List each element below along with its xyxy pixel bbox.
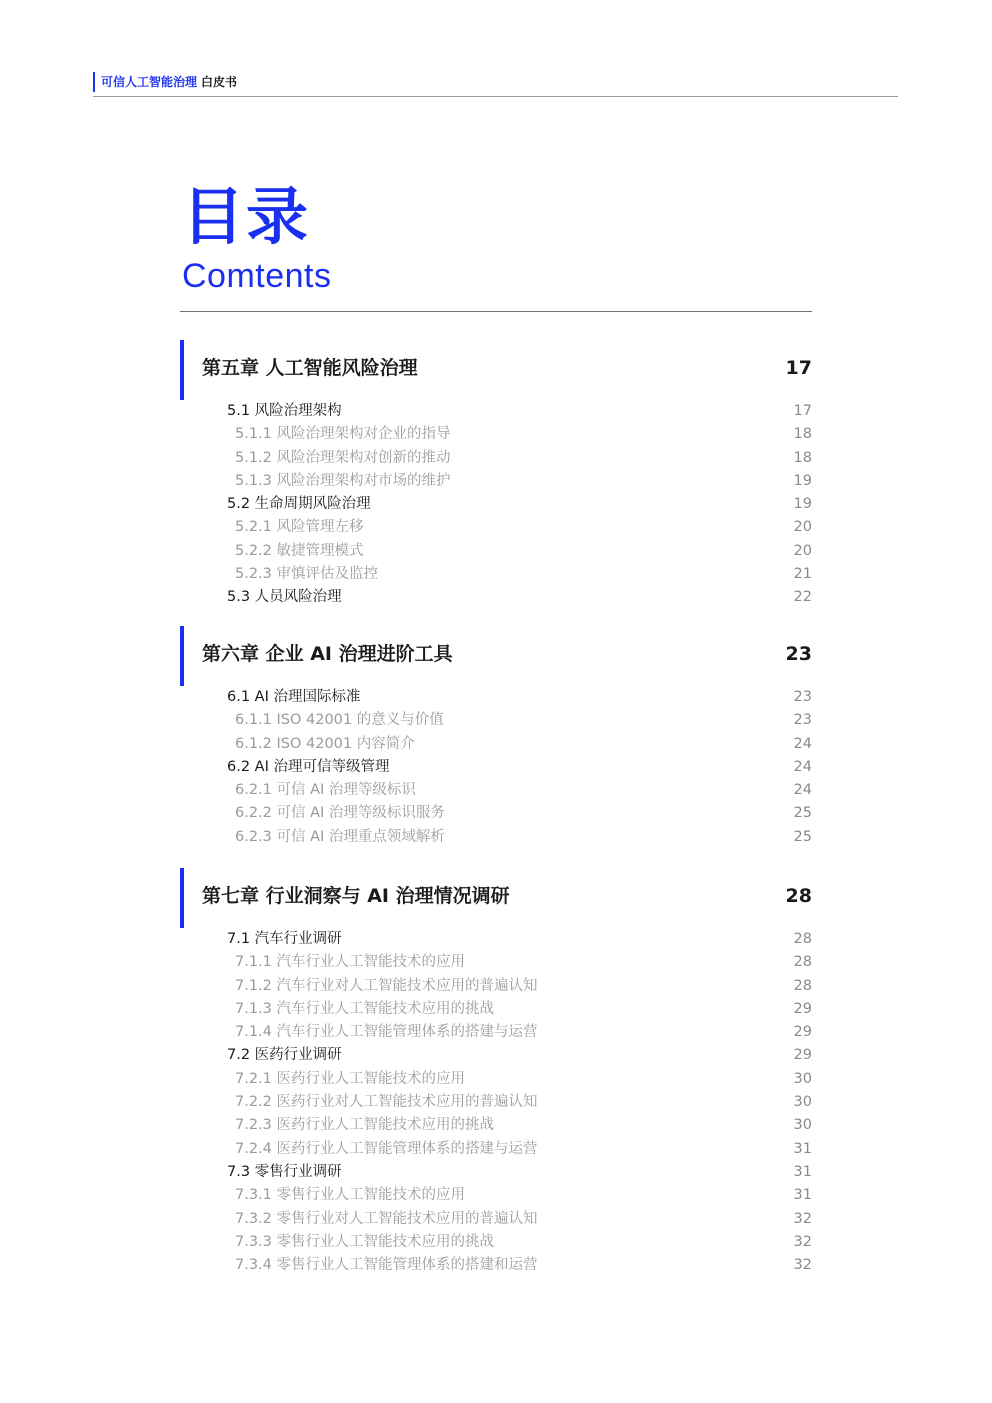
toc-subsection-entry[interactable] (180, 1021, 812, 1044)
toc-section-entry[interactable] (180, 400, 812, 423)
entry-page-number: 28 (793, 931, 812, 947)
toc-section-entry[interactable] (180, 686, 812, 709)
toc-subsection-entry[interactable] (180, 951, 812, 974)
chapter-section (180, 626, 812, 849)
entry-label: 5.3 人员风险治理 (227, 589, 342, 606)
toc-section-entry[interactable] (180, 756, 812, 779)
chapter-heading[interactable] (180, 340, 812, 400)
chapter-page-number: 23 (785, 643, 812, 665)
entry-label: 7.3 零售行业调研 (227, 1163, 342, 1180)
toc-subsection-entry[interactable] (180, 1138, 812, 1161)
toc-subsection-entry[interactable] (180, 423, 812, 446)
entry-page-number: 30 (793, 1070, 812, 1087)
entry-label: 7.2.4 医药行业人工智能管理体系的搭建与运营 (235, 1140, 538, 1157)
entry-page-number: 31 (793, 1140, 812, 1157)
entry-page-number: 29 (793, 1047, 812, 1064)
entry-page-number: 24 (793, 758, 812, 775)
entry-label: 7.1.4 汽车行业人工智能管理体系的搭建与运营 (235, 1024, 538, 1041)
header-brand: 可信人工智能治理 (101, 75, 198, 89)
entry-page-number: 19 (793, 496, 812, 513)
entry-label: 5.1.3 风险治理架构对市场的维护 (235, 472, 451, 489)
toc-subsection-entry[interactable] (180, 563, 812, 586)
entry-label: 6.2.1 可信 AI 治理等级标识 (235, 782, 416, 799)
toc-entry-list (180, 400, 812, 610)
toc-subsection-entry[interactable] (180, 975, 812, 998)
toc-subsection-entry[interactable] (180, 1254, 812, 1277)
entry-page-number: 18 (793, 449, 812, 466)
entry-label: 6.2.2 可信 AI 治理等级标识服务 (235, 805, 445, 822)
entry-page-number: 20 (793, 519, 812, 536)
chapter-heading[interactable] (180, 626, 812, 686)
entry-label: 6.2.3 可信 AI 治理重点领域解析 (235, 828, 445, 845)
entry-page-number: 29 (793, 1000, 812, 1017)
entry-label: 5.1 风险治理架构 (227, 403, 342, 419)
entry-page-number: 31 (793, 1163, 812, 1180)
toc-subsection-entry[interactable] (180, 447, 812, 470)
entry-page-number: 28 (793, 954, 812, 971)
entry-label: 7.2.3 医药行业人工智能技术应用的挑战 (235, 1117, 495, 1134)
toc-subsection-entry[interactable] (180, 470, 812, 493)
entry-page-number: 25 (793, 805, 812, 822)
chapter-section (180, 868, 812, 1277)
entry-label: 7.2.1 医药行业人工智能技术的应用 (235, 1070, 466, 1087)
entry-page-number: 32 (793, 1233, 812, 1250)
toc-subsection-entry[interactable] (180, 516, 812, 539)
entry-label: 5.1.1 风险治理架构对企业的指导 (235, 426, 451, 443)
chapter-page-number: 28 (785, 885, 812, 907)
toc-subsection-entry[interactable] (180, 540, 812, 563)
entry-label: 6.2 AI 治理可信等级管理 (227, 758, 390, 775)
toc-title-en: Comtents (182, 257, 332, 295)
entry-page-number: 30 (793, 1117, 812, 1134)
chapter-accent-bar (180, 626, 184, 686)
toc-subsection-entry[interactable] (180, 826, 812, 849)
toc-section-entry[interactable] (180, 493, 812, 516)
entry-label: 6.1.1 ISO 42001 的意义与价值 (235, 712, 444, 729)
toc-subsection-entry[interactable] (180, 802, 812, 825)
entry-label: 7.2 医药行业调研 (227, 1047, 342, 1064)
toc-section-entry[interactable] (180, 1044, 812, 1067)
entry-page-number: 32 (793, 1257, 812, 1274)
toc-section-entry[interactable] (180, 1161, 812, 1184)
header-accent-bar (93, 72, 95, 92)
entry-label: 5.2.2 敏捷管理模式 (235, 542, 364, 559)
entry-label: 7.1.1 汽车行业人工智能技术的应用 (235, 954, 466, 971)
entry-page-number: 28 (793, 977, 812, 994)
chapter-accent-bar (180, 868, 184, 928)
header-title (101, 74, 237, 90)
title-divider (180, 311, 812, 312)
entry-label: 5.1.2 风险治理架构对创新的推动 (235, 449, 451, 466)
entry-page-number: 29 (793, 1024, 812, 1041)
entry-page-number: 31 (793, 1187, 812, 1204)
toc-title-zh: 目录 (182, 180, 311, 253)
header-subtitle: 白皮书 (201, 75, 238, 89)
toc-subsection-entry[interactable] (180, 998, 812, 1021)
entry-label: 7.1.3 汽车行业人工智能技术应用的挑战 (235, 1000, 495, 1017)
chapter-title: 第七章 行业洞察与 AI 治理情况调研 (202, 885, 510, 907)
toc-subsection-entry[interactable] (180, 1114, 812, 1137)
entry-page-number: 18 (793, 426, 812, 443)
entry-label: 7.3.1 零售行业人工智能技术的应用 (235, 1187, 466, 1204)
chapter-title: 第五章 人工智能风险治理 (202, 357, 418, 379)
entry-page-number: 19 (793, 472, 812, 489)
entry-label: 7.1.2 汽车行业对人工智能技术应用的普遍认知 (235, 977, 538, 994)
toc-subsection-entry[interactable] (180, 709, 812, 732)
entry-page-number: 24 (793, 735, 812, 752)
toc-section-entry[interactable] (180, 928, 812, 951)
entry-label: 6.1 AI 治理国际标准 (227, 689, 361, 705)
entry-page-number: 24 (793, 782, 812, 799)
entry-page-number: 22 (793, 589, 812, 606)
toc-subsection-entry[interactable] (180, 1091, 812, 1114)
toc-entry-list (180, 928, 812, 1277)
entry-label: 7.1 汽车行业调研 (227, 931, 342, 947)
toc-section-entry[interactable] (180, 586, 812, 609)
toc-subsection-entry[interactable] (180, 1184, 812, 1207)
entry-page-number: 21 (793, 566, 812, 583)
chapter-accent-bar (180, 340, 184, 400)
entry-label: 5.2.1 风险管理左移 (235, 519, 364, 536)
entry-label: 7.3.2 零售行业对人工智能技术应用的普遍认知 (235, 1210, 538, 1227)
running-header (93, 72, 898, 97)
entry-page-number: 23 (793, 712, 812, 729)
chapter-title: 第六章 企业 AI 治理进阶工具 (202, 643, 453, 665)
toc-subsection-entry[interactable] (180, 1208, 812, 1231)
entry-page-number: 17 (793, 403, 812, 419)
entry-page-number: 20 (793, 542, 812, 559)
entry-label: 5.2.3 审慎评估及监控 (235, 566, 379, 583)
entry-label: 5.2 生命周期风险治理 (227, 496, 371, 513)
chapter-page-number: 17 (785, 357, 812, 379)
entry-page-number: 25 (793, 828, 812, 845)
chapter-heading[interactable] (180, 868, 812, 928)
chapter-section (180, 340, 812, 610)
toc-subsection-entry[interactable] (180, 733, 812, 756)
entry-label: 7.3.4 零售行业人工智能管理体系的搭建和运营 (235, 1257, 538, 1274)
entry-label: 7.3.3 零售行业人工智能技术应用的挑战 (235, 1233, 495, 1250)
toc-subsection-entry[interactable] (180, 1068, 812, 1091)
toc-subsection-entry[interactable] (180, 1231, 812, 1254)
entry-page-number: 30 (793, 1094, 812, 1111)
entry-page-number: 23 (793, 689, 812, 705)
toc-subsection-entry[interactable] (180, 779, 812, 802)
entry-label: 6.1.2 ISO 42001 内容简介 (235, 735, 415, 752)
toc-entry-list (180, 686, 812, 849)
entry-page-number: 32 (793, 1210, 812, 1227)
entry-label: 7.2.2 医药行业对人工智能技术应用的普遍认知 (235, 1094, 538, 1111)
